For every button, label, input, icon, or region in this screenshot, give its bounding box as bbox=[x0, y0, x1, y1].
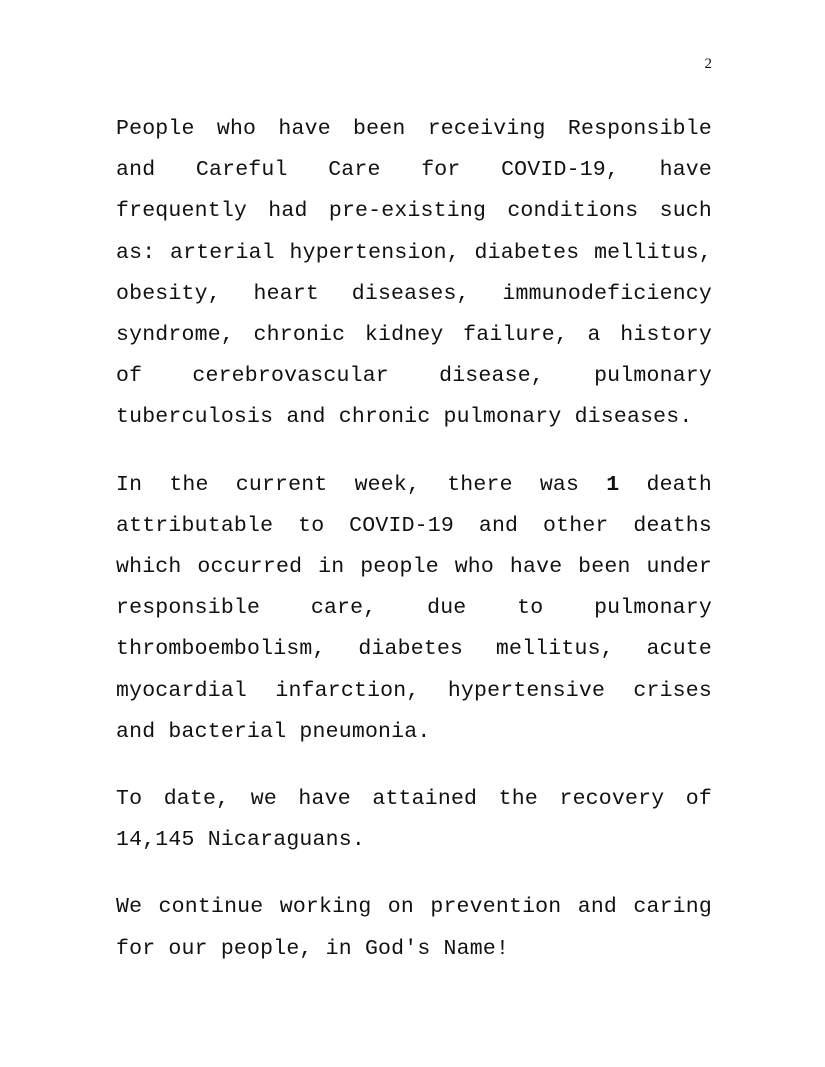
paragraph-weekly-deaths-lead: In the current week, there was bbox=[116, 472, 607, 497]
paragraph-closing: We continue working on prevention and caring for our people, in God's Name! bbox=[116, 895, 712, 961]
paragraph-weekly-deaths-rest: death attributable to COVID-19 and other deaths which occurred in people who have been under responsible care, due to pulmonary thromboembolism, diabetes mellitus, acute myocardial infarction, hypertensive crises and bacterial pneumonia. bbox=[116, 472, 712, 744]
paragraph-recoveries: To date, we have attained the recovery of 14,145 Nicaraguans. bbox=[116, 787, 712, 853]
page-number: 2 bbox=[704, 56, 712, 72]
death-count: 1 bbox=[606, 472, 620, 497]
document-body bbox=[116, 109, 712, 996]
paragraph-preexisting-conditions: People who have been receiving Responsible and Careful Care for COVID-19, have frequently had pre-existing conditions such as: arterial hypertension, diabetes mellitus, obesity, heart diseases, immunodeficiency syndrome, chronic kidney failure, a history of cerebrovascular disease, pulmonary tuberculosis and chronic pulmonary diseases. bbox=[116, 117, 712, 430]
paragraph-weekly-deaths bbox=[116, 465, 712, 753]
